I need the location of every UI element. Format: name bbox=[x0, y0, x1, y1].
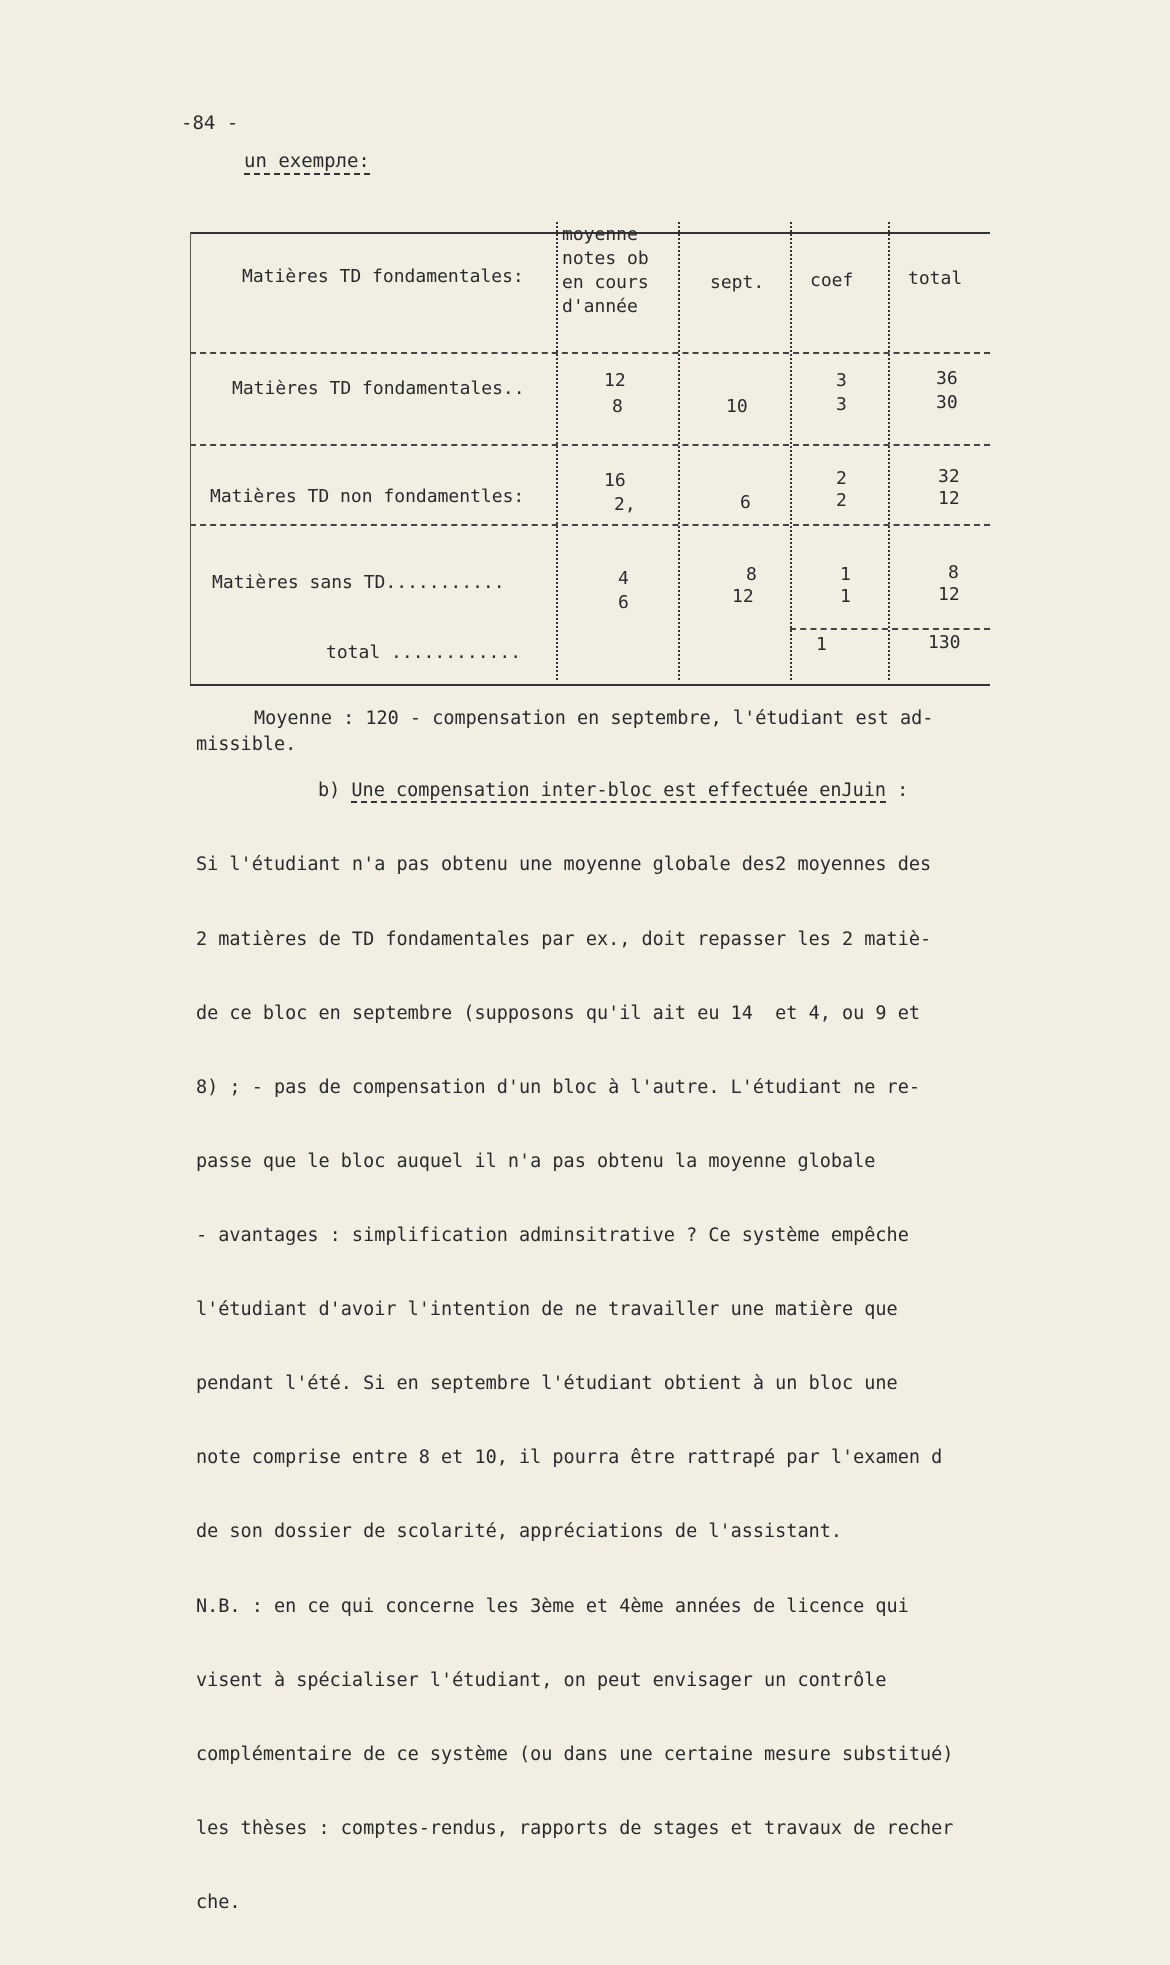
text-line: de ce bloc en septembre (supposons qu'il ait eu 14 et 4, ou 9 et bbox=[196, 1002, 920, 1024]
total-value: 130 bbox=[928, 632, 961, 653]
text-line: note comprise entre 8 et 10, il pourra être rattrapé par l'examen d bbox=[196, 1447, 943, 1469]
header-total: total bbox=[908, 268, 963, 289]
section-b-title: Une compensation inter-bloc est effectuée enJuin bbox=[351, 780, 887, 801]
cell-moyenne: 6 bbox=[618, 592, 629, 613]
cell-total: 36 bbox=[936, 368, 958, 389]
cell-coef: 3 bbox=[836, 394, 847, 415]
cell-total: 12 bbox=[938, 488, 960, 509]
column-divider bbox=[556, 222, 558, 680]
header-coef: coef bbox=[810, 270, 854, 291]
cell-sept: 10 bbox=[726, 396, 748, 417]
total-divider bbox=[790, 628, 990, 630]
text-line: complémentaire de ce système (ou dans une certaine mesure substitué) bbox=[196, 1743, 954, 1765]
table-left-border bbox=[190, 232, 191, 684]
text-line: les thèses : comptes-rendus, rapports de stages et travaux de recher bbox=[196, 1817, 954, 1839]
section-subtitle: un exempле: bbox=[244, 150, 370, 175]
cell-moyenne: 2, bbox=[614, 494, 636, 515]
text-line: - avantages : simplification adminsitrative ? Ce système empêche bbox=[196, 1224, 909, 1246]
section-b-heading bbox=[318, 779, 908, 804]
header-moyenne-1: moyenne bbox=[562, 224, 638, 245]
table-bottom-border bbox=[190, 684, 990, 686]
total-coef: 1 bbox=[816, 634, 827, 655]
cell-coef: 2 bbox=[836, 490, 847, 511]
cell-total: 12 bbox=[938, 584, 960, 605]
header-moyenne-3: en cours bbox=[562, 272, 649, 293]
column-divider bbox=[888, 222, 890, 680]
row-label: Matières TD fondamentales.. bbox=[232, 378, 525, 399]
cell-moyenne: 4 bbox=[618, 568, 629, 589]
text-line: visent à spécialiser l'étudiant, on peut envisager un contrôle bbox=[196, 1669, 887, 1691]
text-line: 8) ; - pas de compensation d'un bloc à l'autre. L'étudiant ne re- bbox=[196, 1076, 920, 1098]
grades-table bbox=[190, 222, 990, 690]
text-line: N.B. : en ce qui concerne les 3ème et 4ème années de licence qui bbox=[196, 1595, 909, 1617]
text-line: l'étudiant d'avoir l'intention de ne travailler une matière que bbox=[196, 1299, 898, 1321]
cell-total: 30 bbox=[936, 392, 958, 413]
cell-sept: 8 bbox=[746, 564, 757, 585]
moyenne-line-2: missible. bbox=[196, 734, 297, 755]
text-line: che. bbox=[196, 1891, 241, 1913]
text-line: de son dossier de scolarité, appréciations de l'assistant. bbox=[196, 1521, 843, 1543]
column-divider bbox=[790, 222, 792, 680]
cell-moyenne: 12 bbox=[604, 370, 626, 391]
text-line: pendant l'été. Si en septembre l'étudiant obtient à un bloc une bbox=[196, 1373, 898, 1395]
cell-total: 8 bbox=[948, 562, 959, 583]
section-b-suffix: : bbox=[886, 780, 909, 801]
cell-total: 32 bbox=[938, 466, 960, 487]
header-sept: sept. bbox=[710, 272, 765, 293]
cell-sept: 12 bbox=[732, 586, 754, 607]
total-label: total ............ bbox=[326, 642, 522, 663]
cell-coef: 2 bbox=[836, 468, 847, 489]
section-b-prefix: b) bbox=[318, 780, 352, 801]
header-moyenne-4: d'année bbox=[562, 296, 638, 317]
text-line: 2 matières de TD fondamentales par ex., doit repasser les 2 matiè- bbox=[196, 928, 932, 950]
cell-coef: 1 bbox=[840, 586, 851, 607]
cell-sept: 6 bbox=[740, 492, 751, 513]
cell-coef: 1 bbox=[840, 564, 851, 585]
row-divider bbox=[190, 444, 990, 446]
header-label: Matières TD fondamentales: bbox=[242, 266, 524, 287]
text-line: passe que le bloc auquel il n'a pas obtenu la moyenne globale bbox=[196, 1150, 876, 1172]
cell-moyenne: 16 bbox=[604, 470, 626, 491]
row-divider bbox=[190, 352, 990, 354]
page-number: -84 - bbox=[181, 112, 239, 134]
column-divider bbox=[678, 222, 680, 680]
text-line: Si l'étudiant n'a pas obtenu une moyenne globale des2 moyennes des bbox=[196, 854, 932, 876]
header-moyenne-2: notes ob bbox=[562, 248, 649, 269]
moyenne-line: Moyenne : 120 - compensation en septembre, l'étudiant est ad- bbox=[254, 708, 934, 729]
body-text bbox=[196, 804, 953, 1965]
row-label: Matières TD non fondamentles: bbox=[210, 486, 525, 507]
cell-moyenne: 8 bbox=[612, 396, 623, 417]
cell-coef: 3 bbox=[836, 370, 847, 391]
row-label: Matières sans TD........... bbox=[212, 572, 505, 593]
row-divider bbox=[190, 524, 990, 526]
